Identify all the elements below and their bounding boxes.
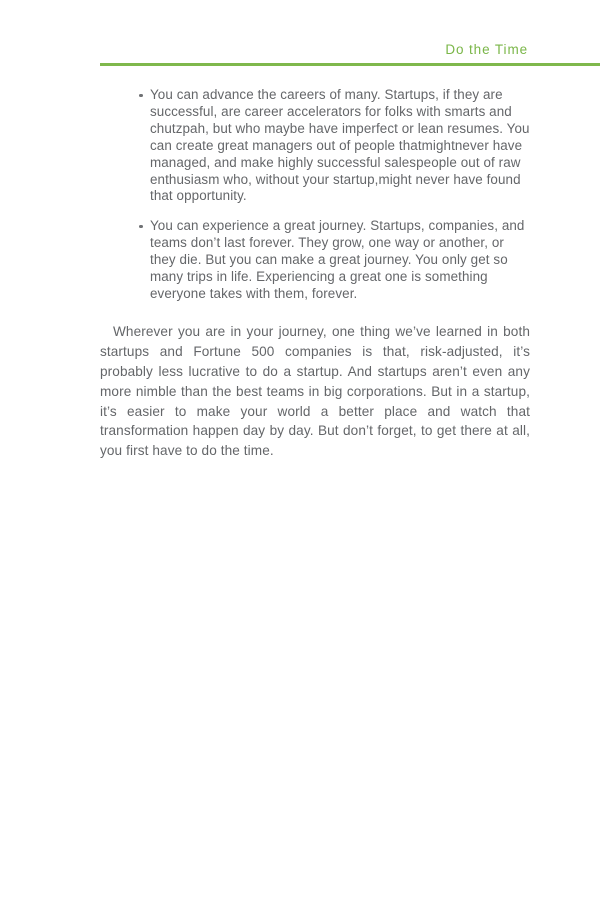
bullet-text: You can experience a great journey. Startups, companies, and teams don’t last forever. They grow, one way or another, or they die. But you can make a great journey. You only get so many trips in life. Experiencing a great one is something everyone takes with them, forever. <box>150 218 525 301</box>
header-rule <box>100 63 600 66</box>
running-header-title: Do the Time <box>445 42 528 57</box>
list-item <box>138 218 530 303</box>
bullet-icon <box>139 94 143 98</box>
page-content <box>100 87 530 461</box>
bullet-text: You can advance the careers of many. Startups, if they are successful, are career accelerators for folks with smarts and chutzpah, but who maybe have imperfect or lean resumes. You can create great managers out of people thatmightnever have managed, and make highly successful salespeople out of raw enthusiasm who, without your startup,might never have found that opportunity. <box>150 87 530 204</box>
bullet-icon <box>139 225 143 229</box>
closing-paragraph: Wherever you are in your journey, one thing we’ve learned in both startups and Fortune 500 companies is that, risk-adjusted, it’s probably less lucrative to do a startup. And startups aren’t even any more nimble than the best teams in big corporations. But in a startup, it’s easier to make your world a better place and watch that transformation happen day by day. But don’t forget, to get there at all, you first have to do the time. <box>100 323 530 459</box>
bullet-list <box>138 87 530 303</box>
list-item <box>138 87 530 205</box>
